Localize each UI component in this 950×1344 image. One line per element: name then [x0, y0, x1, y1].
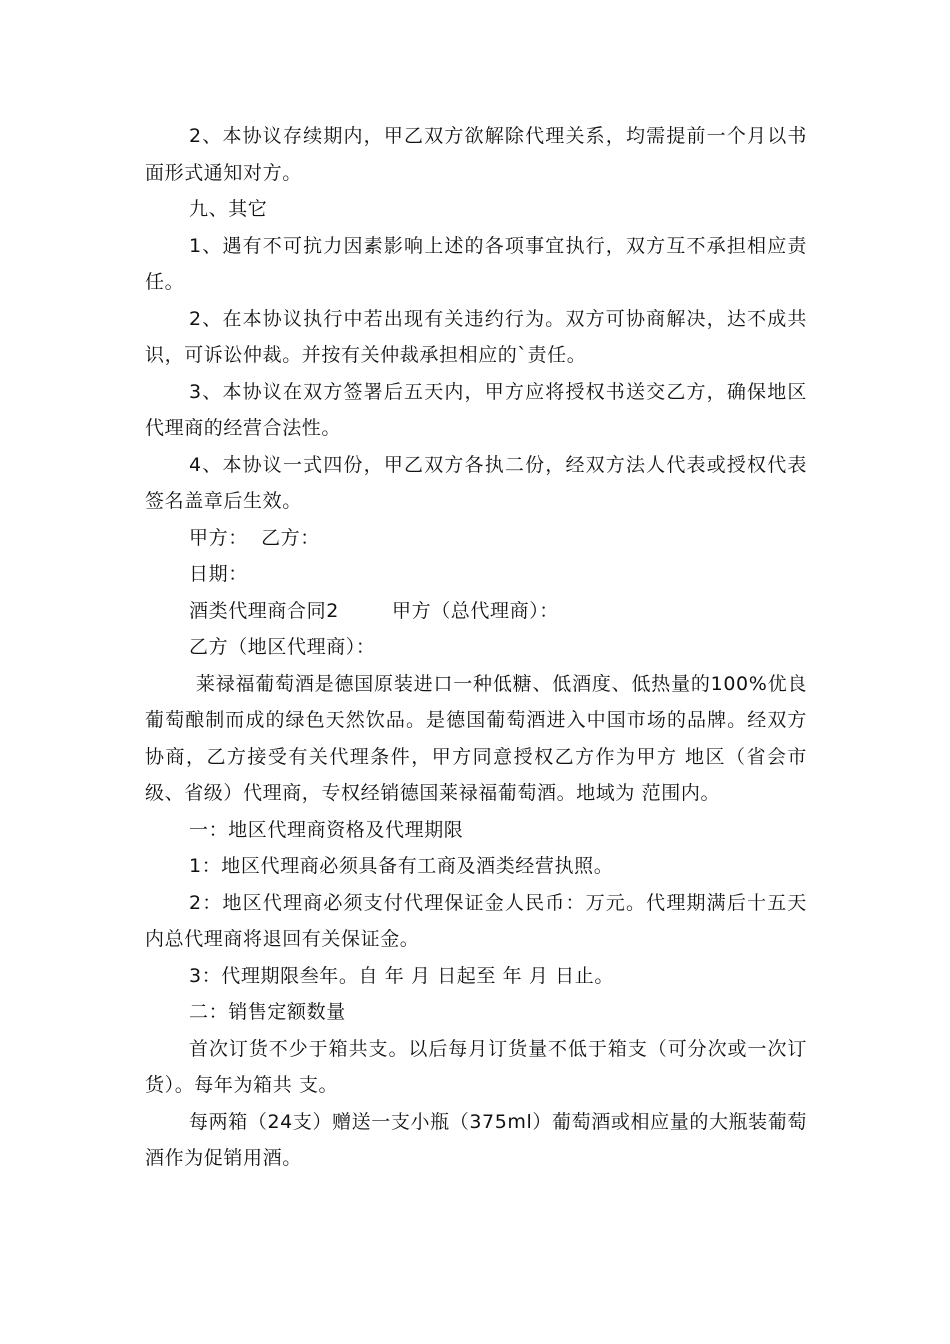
- paragraph-authorization-letter: 3、本协议在双方签署后五天内，甲方应将授权书送交乙方，确保地区代理商的经营合法性。: [145, 380, 807, 439]
- signature-parties-line: 甲方： 乙方：: [189, 526, 320, 549]
- paragraph-deposit: 2：地区代理商必须支付代理保证金人民币：万元。代理期满后十五天内总代理商将退回有关保证金。: [145, 891, 807, 950]
- section-heading-other: 九、其它: [189, 198, 268, 220]
- section-heading-qualification: 一：地区代理商资格及代理期限: [189, 818, 464, 841]
- paragraph-agency-term: 3：代理期限叁年。自 年 月 日起至 年 月 日止。: [189, 964, 614, 987]
- date-line: 日期：: [189, 563, 248, 585]
- paragraph-termination-notice: 2、本协议存续期内，甲乙双方欲解除代理关系，均需提前一个月以书面形式通知对方。: [145, 125, 807, 184]
- paragraph-copies-effective: 4、本协议一式四份，甲乙双方各执二份，经双方法人代表或授权代表签名盖章后生效。: [145, 453, 807, 512]
- party-b-line: 乙方（地区代理商）：: [189, 636, 376, 658]
- paragraph-dispute-resolution: 2、在本协议执行中若出现有关违约行为。双方可协商解决，达不成共识，可诉讼仲裁。并按有关仲裁承担相应的`责任。: [145, 307, 807, 366]
- paragraph-force-majeure: 1、遇有不可抗力因素影响上述的各项事宜执行，双方互不承担相应责任。: [145, 234, 807, 293]
- paragraph-promotion-gift: 每两箱（24支）赠送一支小瓶（375ml）葡萄酒或相应量的大瓶装葡萄酒作为促销用酒。: [145, 1110, 807, 1169]
- paragraph-product-intro: 莱禄福葡萄酒是德国原装进口一种低糖、低酒度、低热量的100%优良葡萄酿制而成的绿色天然饮品。是德国葡萄酒进入中国市场的品牌。经双方协商，乙方接受有关代理条件，甲方同意授权乙方作为甲方 地区（省会市级、省级）代理商，专权经销德国莱禄福葡萄酒。地域为 范围内。: [145, 672, 807, 804]
- paragraph-order-quota: 首次订货不少于箱共支。以后每月订货量不低于箱支（可分次或一次订货）。每年为箱共 支。: [145, 1037, 807, 1096]
- section-heading-sales-quota: 二：销售定额数量: [189, 1001, 346, 1023]
- document-body: [145, 118, 807, 1177]
- paragraph-license-requirement: 1：地区代理商必须具备有工商及酒类经营执照。: [189, 855, 614, 877]
- contract-2-title-line: 酒类代理商合同2 甲方（总代理商）：: [189, 599, 559, 622]
